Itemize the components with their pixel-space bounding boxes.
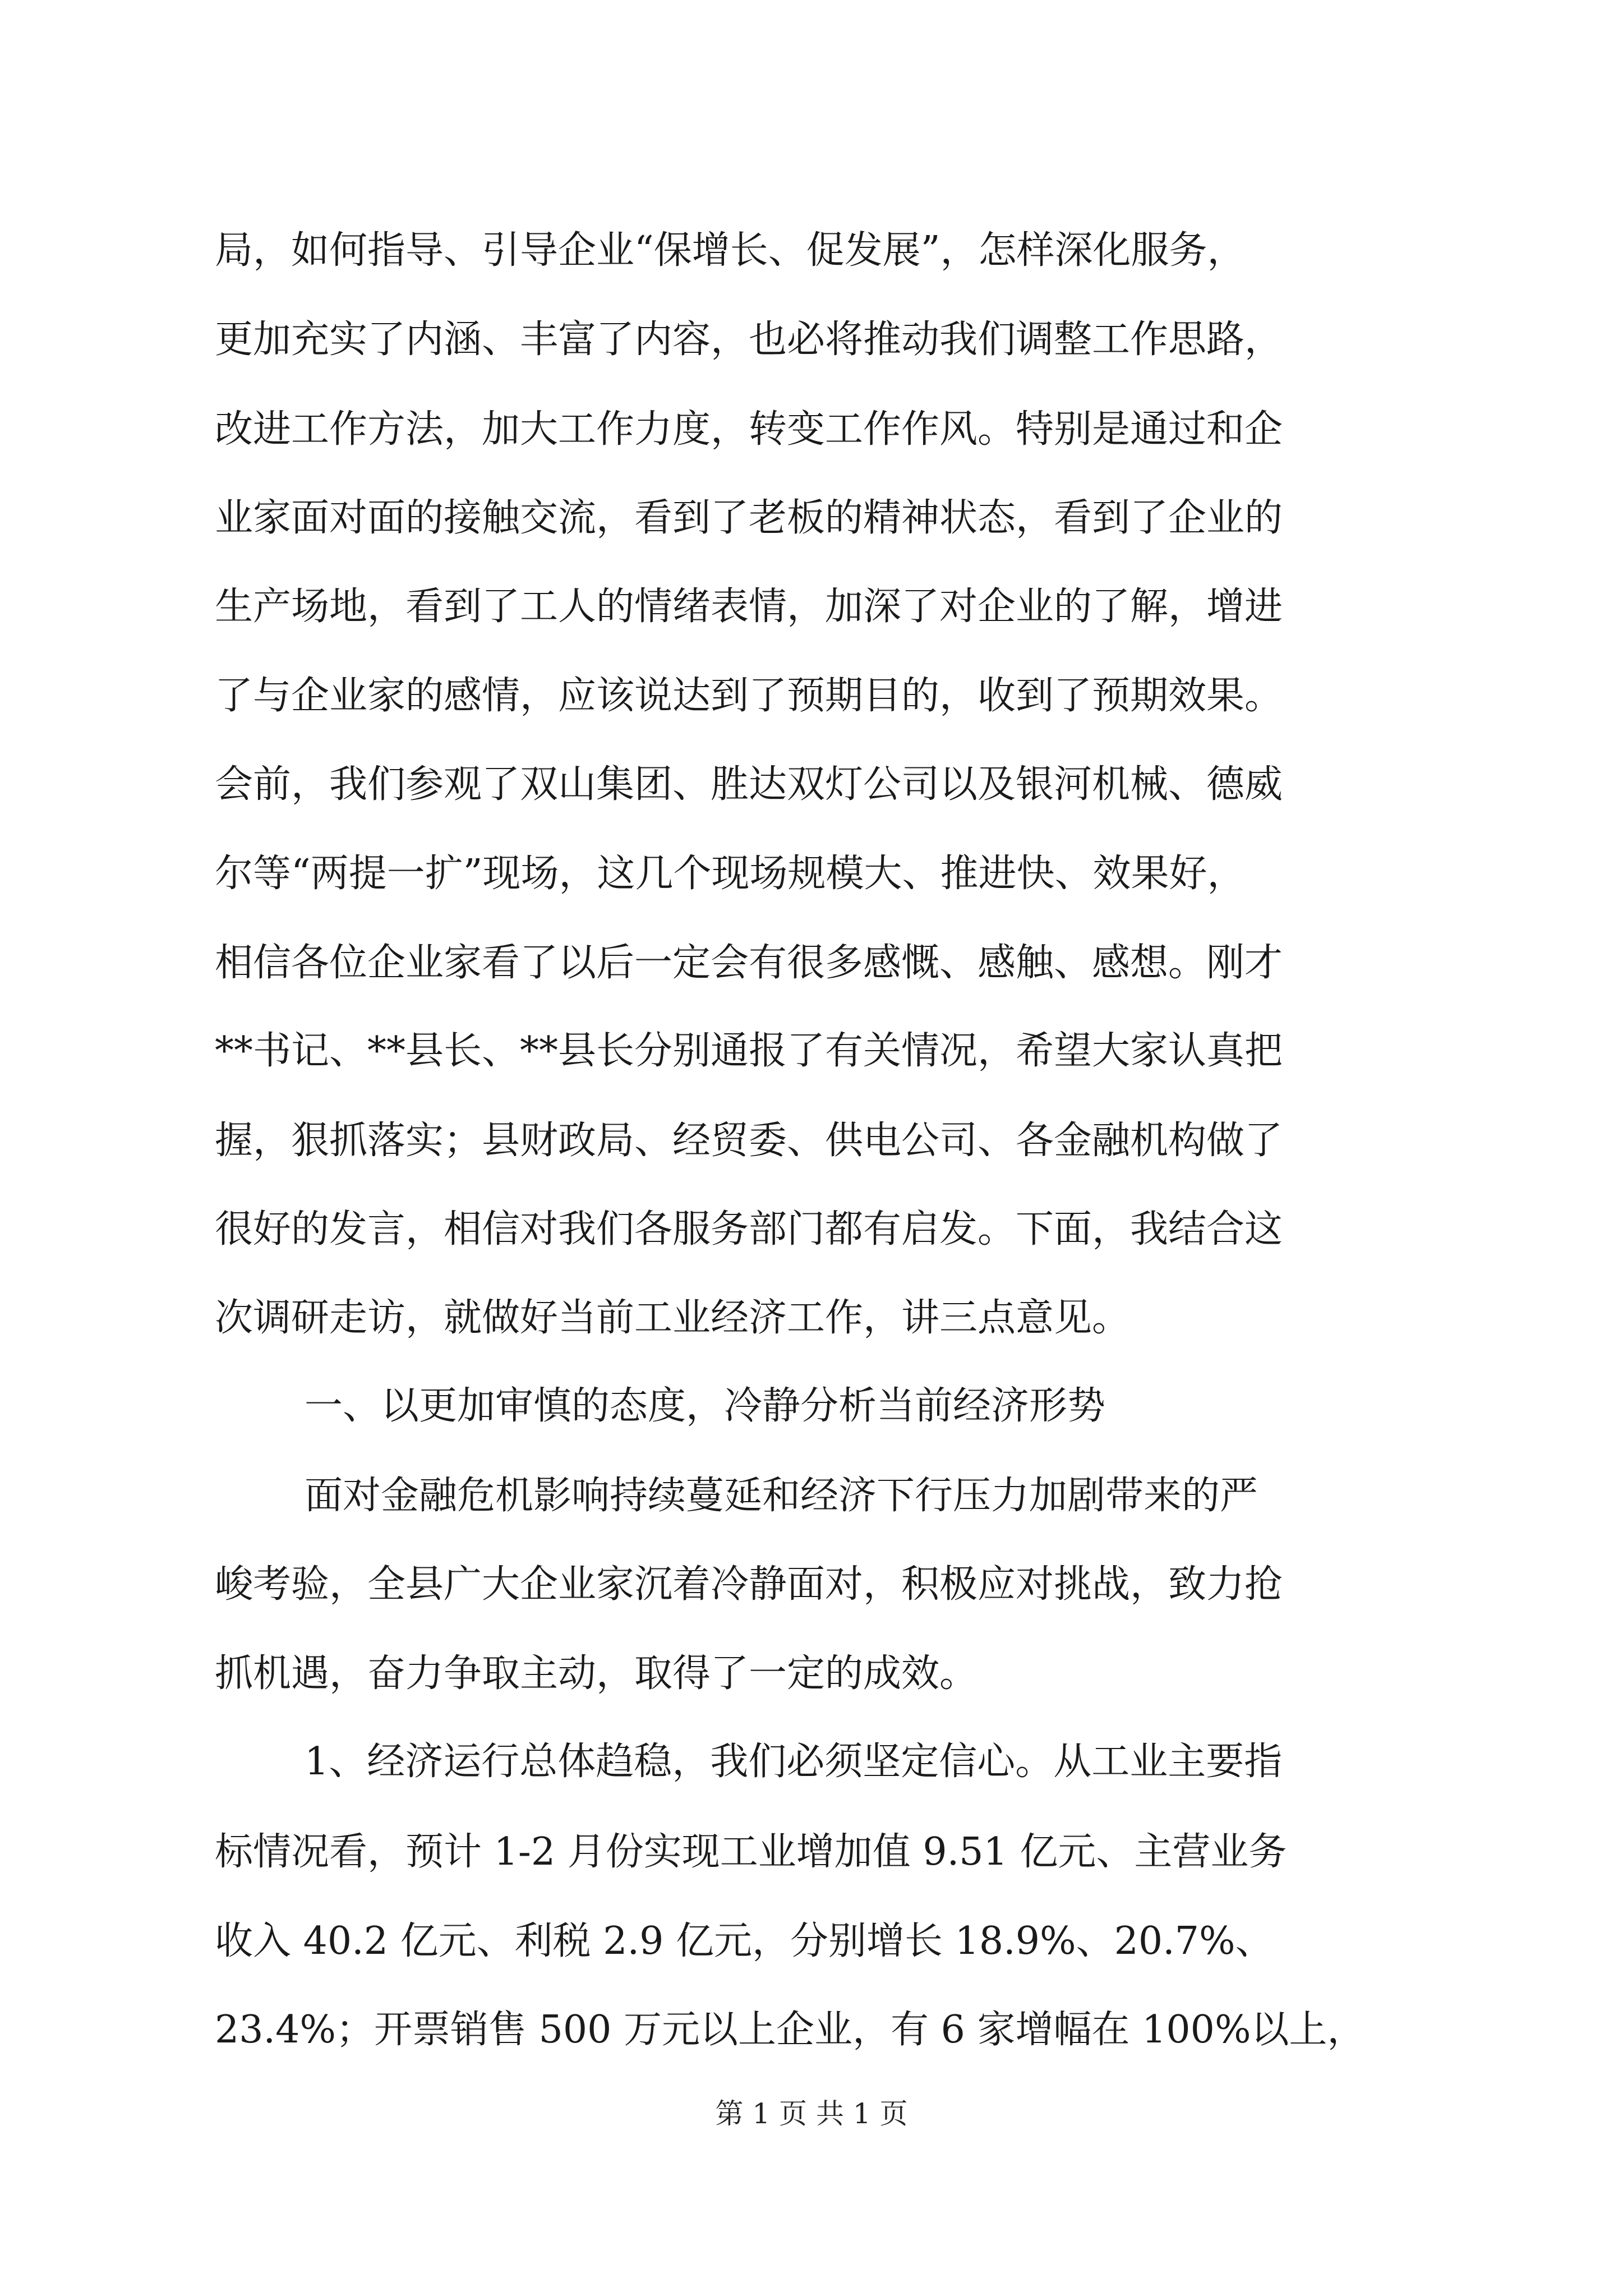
- page-footer: 第 1 页 共 1 页: [715, 2097, 908, 2130]
- body-text-line: 抓机遇，奋力争取主动，取得了一定的成效。: [215, 1651, 978, 1696]
- body-text-line: 尔等“两提一扩”现场，这几个现场规模大、推进快、效果好，: [215, 852, 1246, 896]
- body-text-line: 23.4%；开票销售 500 万元以上企业，有 6 家增幅在 100%以上，: [215, 2008, 1366, 2052]
- body-text-line: 更加充实了内涵、丰富了内容，也必将推动我们调整工作思路，: [215, 318, 1283, 362]
- body-text-line: 改进工作方法，加大工作力度，转变工作作风。特别是通过和企: [215, 407, 1283, 452]
- body-text-line: 次调研走访，就做好当前工业经济工作，讲三点意见。: [215, 1296, 1131, 1340]
- body-text-line: 握，狠抓落实；县财政局、经贸委、供电公司、各金融机构做了: [215, 1119, 1283, 1163]
- section-heading: 一、以更加审慎的态度，冷静分析当前经济形势: [305, 1384, 1106, 1428]
- body-text-line: 1、经济运行总体趋稳，我们必须坚定信心。从工业主要指: [305, 1740, 1283, 1784]
- body-text-line: 很好的发言，相信对我们各服务部门都有启发。下面，我结合这: [215, 1207, 1283, 1251]
- body-text-line: 标情况看，预计 1-2 月份实现工业增加值 9.51 亿元、主营业务: [215, 1830, 1287, 1874]
- body-text-line: 业家面对面的接触交流，看到了老板的精神状态，看到了企业的: [215, 496, 1283, 540]
- body-text-line: 生产场地，看到了工人的情绪表情，加深了对企业的了解，增进: [215, 585, 1283, 629]
- body-text-line: **书记、**县长、**县长分别通报了有关情况，希望大家认真把: [215, 1029, 1283, 1073]
- body-text-line: 峻考验，全县广大企业家沉着冷静面对，积极应对挑战，致力抢: [215, 1562, 1283, 1607]
- body-text-line: 相信各位企业家看了以后一定会有很多感慨、感触、感想。刚才: [215, 941, 1283, 985]
- body-text-line: 会前，我们参观了双山集团、胜达双灯公司以及银河机械、德威: [215, 762, 1283, 807]
- body-text-line: 了与企业家的感情，应该说达到了预期目的，收到了预期效果。: [215, 674, 1283, 718]
- body-text-line: 收入 40.2 亿元、利税 2.9 亿元，分别增长 18.9%、20.7%、: [215, 1919, 1274, 1963]
- body-text-line: 局，如何指导、引导企业“保增长、促发展”，怎样深化服务，: [215, 228, 1246, 273]
- body-text-line: 面对金融危机影响持续蔓延和经济下行压力加剧带来的严: [305, 1474, 1258, 1518]
